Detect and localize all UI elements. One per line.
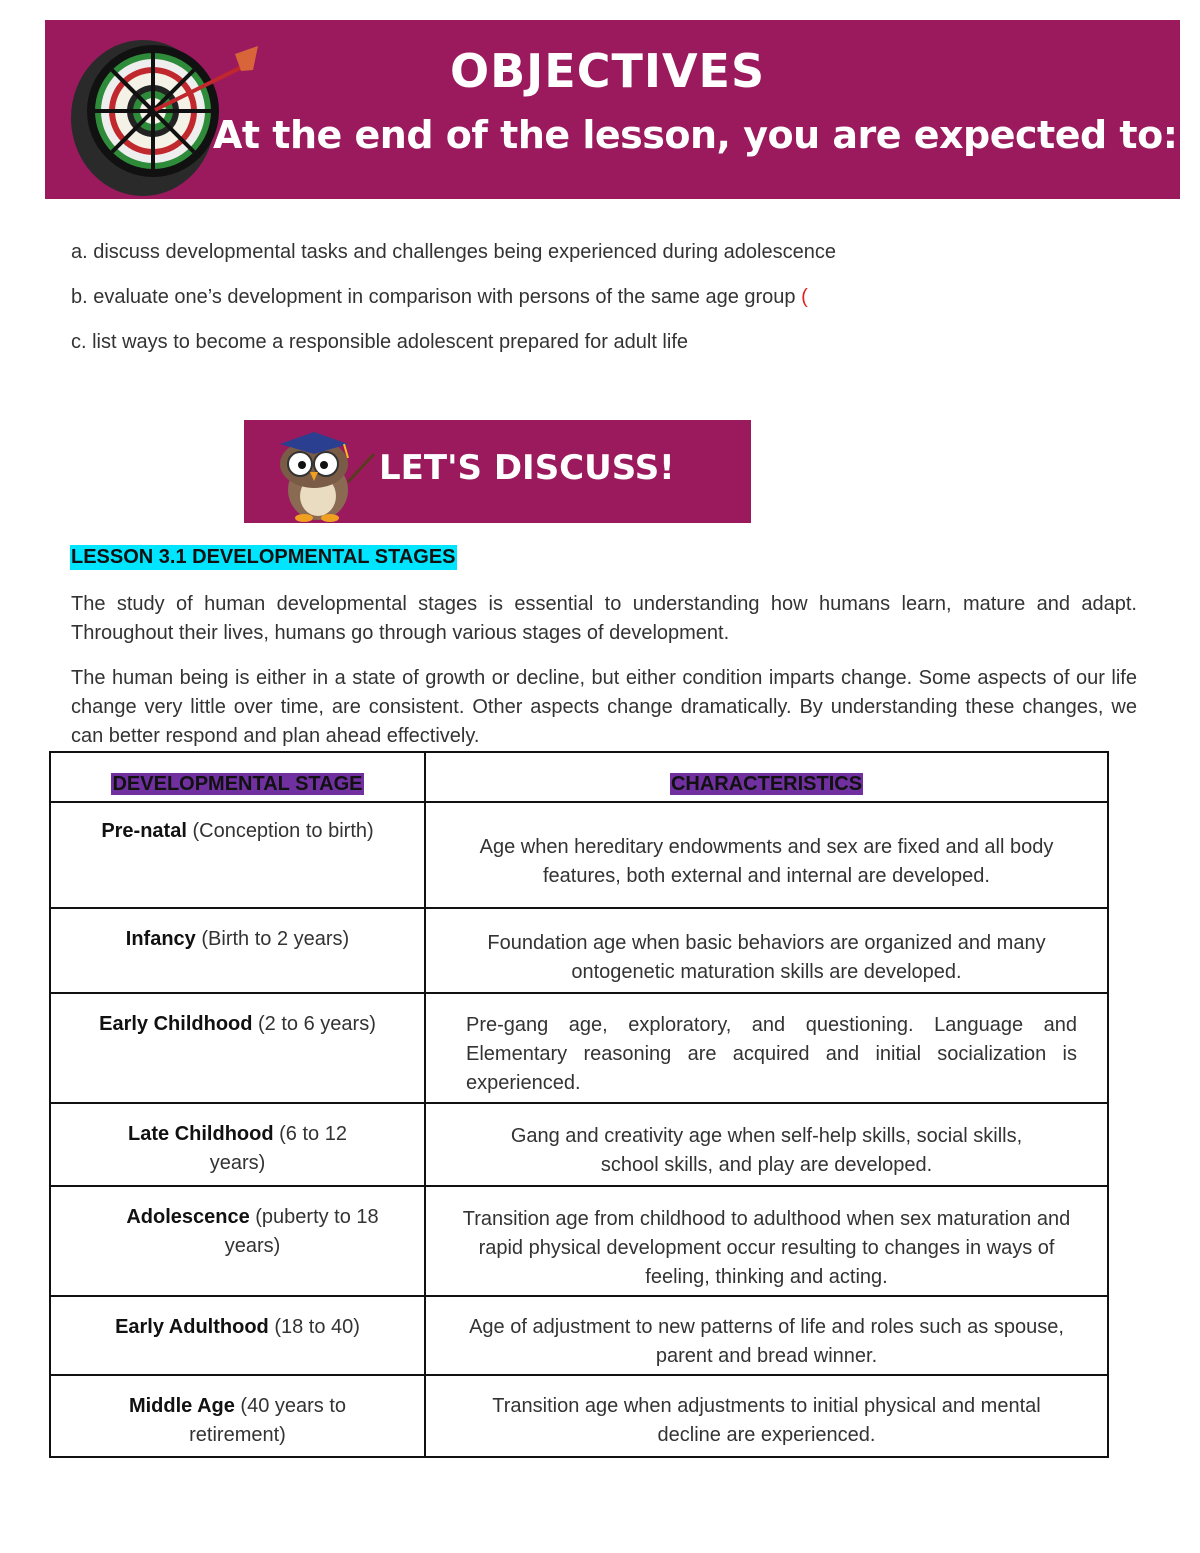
characteristics-cell: Age when hereditary endowments and sex are fixed and all body features, both external and internal are developed. xyxy=(425,802,1108,908)
stage-cell: Late Childhood (6 to 12 years) xyxy=(50,1103,425,1186)
characteristics-cell: Transition age when adjustments to initial physical and mental decline are experienced. xyxy=(425,1375,1108,1457)
objective-item: b. evaluate one’s development in comparison with persons of the same age group ( xyxy=(71,286,808,308)
table-row xyxy=(50,1375,1108,1457)
lets-discuss-label: LET'S DISCUSS! xyxy=(379,448,675,488)
stage-cell: Infancy (Birth to 2 years) xyxy=(50,908,425,993)
objectives-banner xyxy=(45,20,1180,199)
banner-title: OBJECTIVES xyxy=(450,44,766,98)
stage-cell: Pre-natal (Conception to birth) xyxy=(50,802,425,908)
table-row xyxy=(50,908,1108,993)
characteristics-cell: Transition age from childhood to adulthood when sex maturation and rapid physical development occur resulting to changes in ways of feeling, thinking and acting. xyxy=(425,1186,1108,1296)
stage-cell: Adolescence (puberty to 18 years) xyxy=(50,1186,425,1296)
lesson-paragraph-1: The study of human developmental stages is essential to understanding how humans learn, mature and adapt. Throughout their lives, humans go through various stages of development. xyxy=(71,593,1137,644)
lets-discuss-banner xyxy=(244,420,751,523)
objectives-list xyxy=(71,240,836,375)
stage-cell: Middle Age (40 years to retirement) xyxy=(50,1375,425,1457)
dartboard-icon xyxy=(63,26,263,196)
banner-subtitle: At the end of the lesson, you are expected to: xyxy=(213,113,1178,157)
lesson-paragraph-2: The human being is either in a state of growth or decline, but either condition imparts change. Some aspects of our life change very little over time, are consistent. Other aspects change dramatically. By understanding these changes, we can better respond and plan ahead effectively. xyxy=(71,667,1137,747)
table-row xyxy=(50,1103,1108,1186)
header-cell: CHARACTERISTICS xyxy=(425,752,1108,802)
objective-item: c. list ways to become a responsible adolescent prepared for adult life xyxy=(71,331,689,353)
characteristics-cell: Gang and creativity age when self-help skills, social skills, school skills, and play are developed. xyxy=(425,1103,1108,1186)
table-row xyxy=(50,1296,1108,1375)
characteristics-cell: Age of adjustment to new patterns of life and roles such as spouse, parent and bread winner. xyxy=(425,1296,1108,1375)
header-cell: DEVELOPMENTAL STAGE xyxy=(50,752,425,802)
characteristics-cell: Foundation age when basic behaviors are organized and many ontogenetic maturation skills are developed. xyxy=(425,908,1108,993)
developmental-stages-table xyxy=(49,751,1109,1458)
characteristics-cell: Pre-gang age, exploratory, and questioning. Language and Elementary reasoning are acquired and initial socialization is experienced. xyxy=(425,993,1108,1103)
table-row xyxy=(50,1186,1108,1296)
table-header-row xyxy=(50,752,1108,802)
stage-cell: Early Adulthood (18 to 40) xyxy=(50,1296,425,1375)
objective-item: a. discuss developmental tasks and challenges being experienced during adolescence xyxy=(71,241,836,263)
table-row xyxy=(50,993,1108,1103)
table-row xyxy=(50,802,1108,908)
owl-teacher-icon xyxy=(256,424,376,522)
stage-cell: Early Childhood (2 to 6 years) xyxy=(50,993,425,1103)
lesson-title: LESSON 3.1 DEVELOPMENTAL STAGES xyxy=(71,546,456,568)
